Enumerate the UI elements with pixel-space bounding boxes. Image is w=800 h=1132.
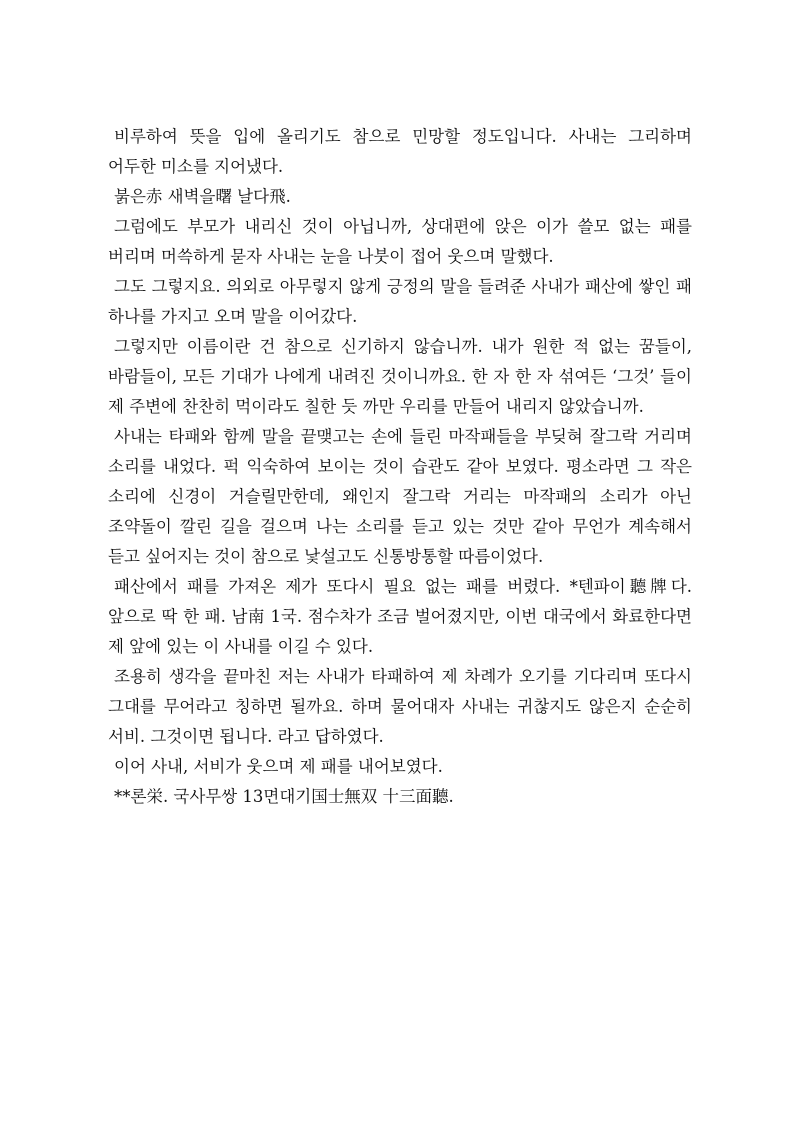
paragraph: 비루하여 뜻을 입에 올리기도 참으로 민망할 정도입니다. 사내는 그리하며 어두한 미소를 지어냈다. [108, 127, 692, 176]
paragraph: 이어 사내, 서비가 웃으며 제 패를 내어보였다. [114, 757, 443, 776]
paragraph: **론栄. 국사무쌍 13면대기国士無双 十三面聽. [114, 787, 454, 806]
paragraph: 조용히 생각을 끝마친 저는 사내가 타패하여 제 차례가 오기를 기다리며 또다시 그대를 무어라고 칭하면 될까요. 하며 물어대자 사내는 귀찮지도 않은지 순순히 서비. 그것이면 됩니다. 라고 답하였다. [108, 667, 692, 746]
paragraph: 붉은赤 새벽을曙 날다飛. [114, 187, 291, 206]
paragraph: 그렇지만 이름이란 건 참으로 신기하지 않습니까. 내가 원한 적 없는 꿈들이, 바람들이, 모든 기대가 나에게 내려진 것이니까요. 한 자 한 자 섞여든 ‘그것’ 들이 제 주변에 찬찬히 먹이라도 칠한 듯 까만 우리를 만들어 내리지 않았습니까. [108, 337, 692, 416]
paragraph: 그럼에도 부모가 내리신 것이 아닙니까, 상대편에 앉은 이가 쓸모 없는 패를 버리며 머쓱하게 묻자 사내는 눈을 나붓이 접어 웃으며 말했다. [108, 217, 692, 266]
paragraph: 사내는 타패와 함께 말을 끝맺고는 손에 들린 마작패들을 부딪혀 잘그락 거리며 소리를 내었다. 퍽 익숙하여 보이는 것이 습관도 같아 보였다. 평소라면 그 작은 소리에 신경이 거슬릴만한데, 왜인지 잘그락 거리는 마작패의 소리가 아닌 조약돌이 깔린 길을 걸으며 나는 소리를 듣고 있는 것만 같아 무언가 계속해서 듣고 싶어지는 것이 참으로 낯설고도 신통방통할 따름이었다. [108, 427, 692, 566]
paragraph: 패산에서 패를 가져온 제가 또다시 필요 없는 패를 버렸다. *텐파이聽牌다. 앞으로 딱 한 패. 남南 1국. 점수차가 조금 벌어졌지만, 이번 대국에서 화료한다면 제 앞에 있는 이 사내를 이길 수 있다. [108, 577, 692, 656]
document-body [108, 122, 692, 812]
paragraph: 그도 그렇지요. 의외로 아무렇지 않게 긍정의 말을 들려준 사내가 패산에 쌓인 패 하나를 가지고 오며 말을 이어갔다. [108, 277, 692, 326]
